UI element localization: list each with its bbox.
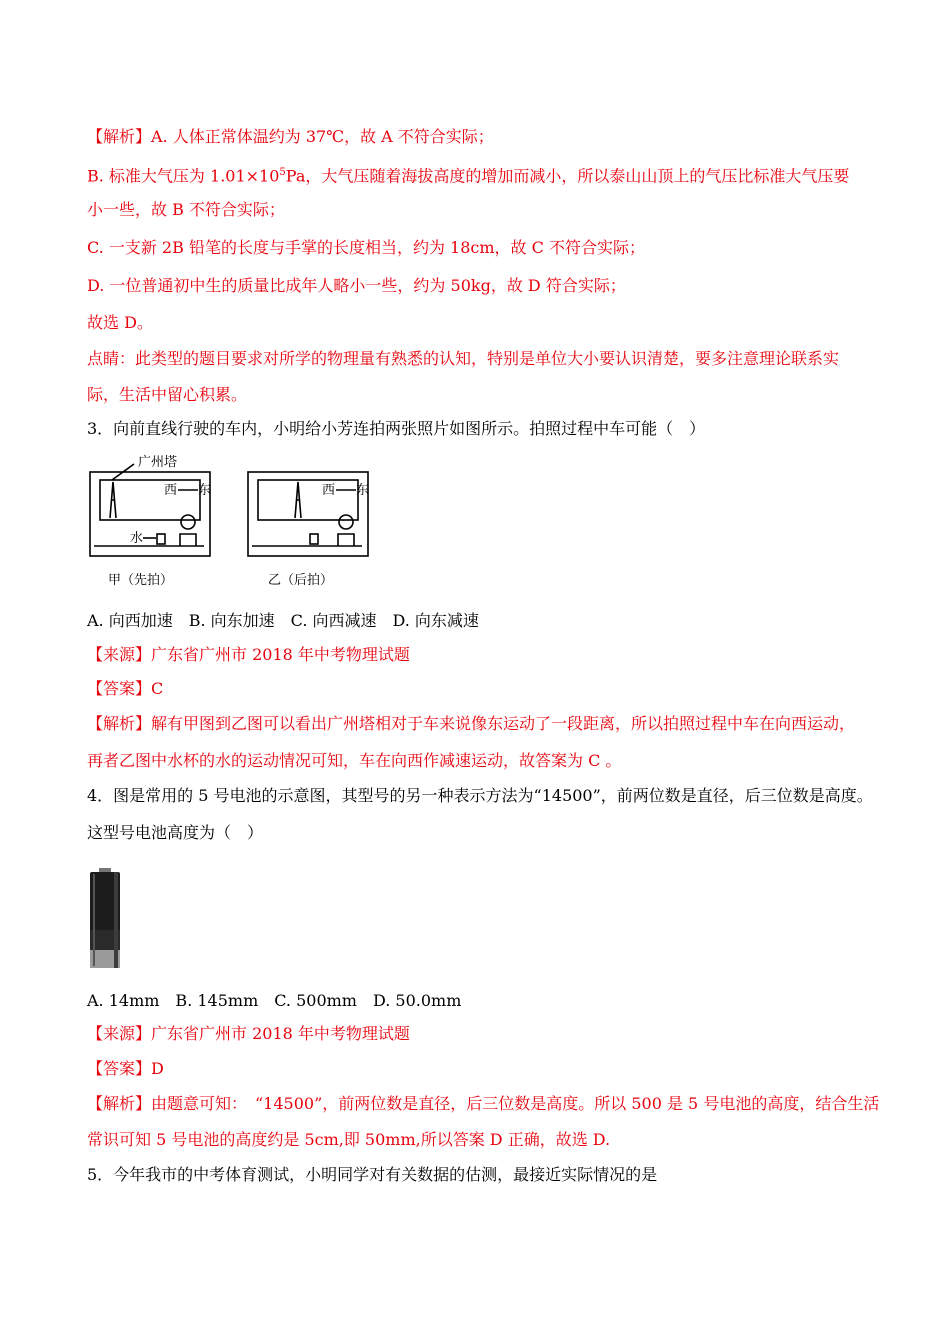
q4-answer: 【答案】D	[87, 1059, 164, 1078]
q4-stem-line1: 4．图是常用的 5 号电池的示意图，其型号的另一种表示方法为“14500”，前两位数是直径，后三位数是高度。	[87, 786, 873, 805]
xiaofang-head-b	[339, 515, 353, 529]
q3-figure	[88, 452, 388, 594]
guangzhou-tower-a	[110, 482, 116, 518]
q3-answer: 【答案】C	[87, 679, 164, 698]
east-label-a: 东	[198, 483, 212, 498]
analysis-q2-line4: C. 一支新 2B 铅笔的长度与手掌的长度相当，约为 18cm，故 C 不符合实际；	[87, 238, 645, 257]
analysis-q2-line3: 小一些，故 B 不符合实际；	[87, 200, 285, 219]
west-label-a: 西	[164, 483, 178, 498]
q3-stem: 3．向前直线行驶的车内，小明给小芳连拍两张照片如图所示。拍照过程中车可能（ ）	[87, 419, 706, 438]
water-cup-b	[310, 534, 318, 544]
east-label-b: 东	[356, 483, 370, 498]
q3-options: A. 向西加速 B. 向东加速 C. 向西减速 D. 向东减速	[87, 611, 479, 630]
analysis-q2-line1: 【解析】A. 人体正常体温约为 37℃，故 A 不符合实际；	[87, 127, 494, 146]
guangzhou-tower-b	[295, 482, 301, 518]
analysis-q2-line2: B. 标准大气压为 $1.01\times 10^5Pa$，大气压随着海拔高度的增加而减小，所以泰山山顶上的气压比标准大气压要	[87, 166, 850, 186]
q4-source: 【来源】广东省广州市 2018 年中考物理试题	[87, 1024, 410, 1043]
aa-battery-image	[88, 868, 122, 972]
tower-label: 广州塔	[138, 455, 178, 470]
note-line1: 点睛：此类型的题目要求对所学的物理量有熟悉的认知，特别是单位大小要认识清楚，要多注意理论联系实	[87, 349, 840, 368]
water-cup-a	[157, 534, 165, 544]
xiaofang-head-a	[181, 515, 195, 529]
analysis-q2-line6: 故选 D。	[87, 313, 153, 332]
water-label: 水	[130, 531, 144, 546]
analysis-q2-line5: D. 一位普通初中生的质量比成年人略小一些，约为 50kg，故 D 符合实际；	[87, 276, 626, 295]
q4-options: A. 14mm B. 145mm C. 500mm D. 50.0mm	[87, 991, 462, 1010]
q5-stem: 5．今年我市的中考体育测试，小明同学对有关数据的估测，最接近实际情况的是	[87, 1165, 658, 1184]
caption-a: 甲（先拍）	[108, 573, 174, 588]
panel-b-frame	[248, 472, 368, 556]
caption-b: 乙（后拍）	[268, 573, 334, 588]
q3-analysis-line1: 【解析】解有甲图到乙图可以看出广州塔相对于车来说像东运动了一段距离，所以拍照过程中车在向西运动，	[87, 714, 856, 733]
q3-source: 【来源】广东省广州市 2018 年中考物理试题	[87, 645, 410, 664]
q3-analysis-line2: 再者乙图中水杯的水的运动情况可知，车在向西作减速运动，故答案为 C 。	[87, 751, 622, 770]
q4-analysis-line1: 【解析】由题意可知： “14500”，前两位数是直径，后三位数是高度。所以 500 是 5 号电池的高度，结合生活	[87, 1094, 880, 1113]
q4-stem-line2: 这型号电池高度为（ ）	[87, 823, 264, 842]
panel-b-window	[258, 480, 358, 520]
west-label-b: 西	[322, 483, 336, 498]
panel-a-frame	[90, 472, 210, 556]
note-line2: 际，生活中留心积累。	[87, 385, 248, 404]
q4-analysis-line2: 常识可知 5 号电池的高度约是 5cm,即 50mm,所以答案 D 正确，故选 D.	[87, 1130, 611, 1149]
